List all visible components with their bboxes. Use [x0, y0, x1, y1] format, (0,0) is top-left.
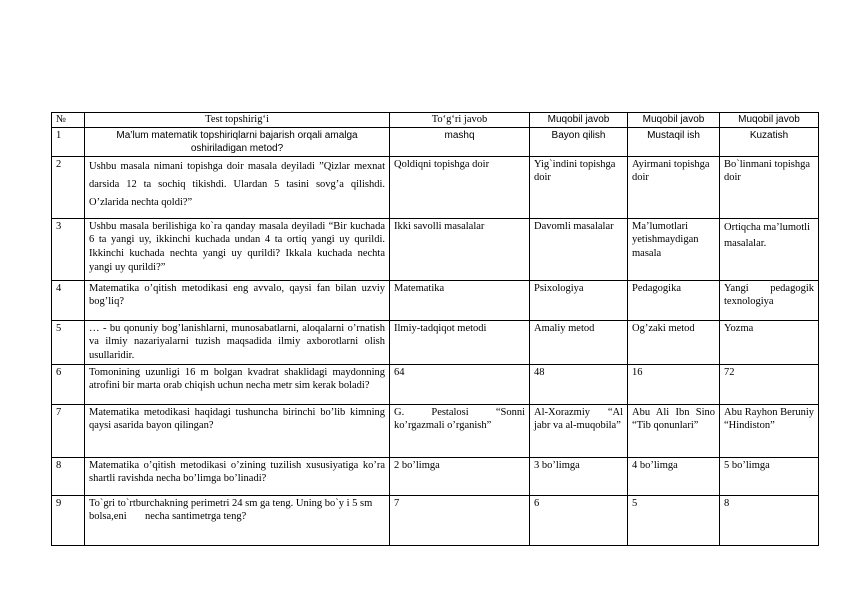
row-number: 2 [52, 156, 85, 218]
alternative-answer-cell: Bayon qilish [530, 127, 628, 156]
question-cell: Ushbu masala berilishiga ko`ra qanday masala deyiladi “Bir kuchada 6 ta yangi uy, ikkinchi kuchada undan 4 ta ortiq yangi uy qurildi. Ikkinchi kuchada nechta yangi uy qurildi? Ikkala kuchada nechta yangi uy qurildi?” [85, 218, 390, 280]
alternative-answer-cell: 8 [720, 495, 819, 545]
header-alternative-2: Muqobil javob [628, 113, 720, 128]
row-number: 1 [52, 127, 85, 156]
alternative-answer-cell: Yangi pedagogik texnologiya [720, 280, 819, 320]
table-row [52, 404, 819, 457]
row-number: 3 [52, 218, 85, 280]
correct-answer-cell: 2 bo’limga [390, 457, 530, 495]
row-number: 9 [52, 495, 85, 545]
alternative-answer-cell: Ayirmani topishga doir [628, 156, 720, 218]
alternative-answer-cell: 6 [530, 495, 628, 545]
question-cell: Matematika o’qitish metodikasi eng avvalo, qaysi fan bilan uzviy bog’liq? [85, 280, 390, 320]
alternative-answer-cell: Kuzatish [720, 127, 819, 156]
correct-answer-cell: G. Pestalosi “Sonni ko’rgazmali o’rganish” [390, 404, 530, 457]
table-row [52, 218, 819, 280]
question-cell: Tomonining uzunligi 16 m bolgan kvadrat shaklidagi maydonning atrofini bir marta orab chiqish uchun necha metr sim kerak boladi? [85, 364, 390, 404]
correct-answer-cell: Matematika [390, 280, 530, 320]
alternative-answer-cell: Yig`indini topishga doir [530, 156, 628, 218]
alternative-answer-cell: Psixologiya [530, 280, 628, 320]
correct-answer-cell: mashq [390, 127, 530, 156]
question-cell: Matematika metodikasi haqidagi tushuncha birinchi bo’lib kimning qaysi asarida bayon qilingan? [85, 404, 390, 457]
alternative-answer-cell: Yozma [720, 320, 819, 364]
question-cell: Matematika o’qitish metodikasi o’zining tuzilish xususiyatiga ko’ra shartli ravishda necha bo’limga bo’linadi? [85, 457, 390, 495]
alternative-answer-cell: Abu Ali Ibn Sino “Tib qonunlari” [628, 404, 720, 457]
alternative-answer-cell: Amaliy metod [530, 320, 628, 364]
header-number: № [52, 113, 85, 128]
table-row [52, 495, 819, 545]
header-correct-answer: To‘g‘ri javob [390, 113, 530, 128]
row-number: 5 [52, 320, 85, 364]
alternative-answer-cell: 72 [720, 364, 819, 404]
alternative-answer-cell: 5 bo’limga [720, 457, 819, 495]
row-number: 4 [52, 280, 85, 320]
alternative-answer-cell: Og’zaki metod [628, 320, 720, 364]
alternative-answer-cell: 5 [628, 495, 720, 545]
row-number: 6 [52, 364, 85, 404]
table-row [52, 280, 819, 320]
correct-answer-cell: Ikki savolli masalalar [390, 218, 530, 280]
table-row [52, 364, 819, 404]
alternative-answer-cell: Ma’lumotlari yetishmaydigan masala [628, 218, 720, 280]
question-cell: Ma’lum matematik topshiriqlarni bajarish orqali amalga oshiriladigan metod? [85, 127, 390, 156]
question-cell: … - bu qonuniy bog’lanishlarni, munosabatlarni, aloqalarni o’rnatish va ilmiy nazariyalarni tuzish maqsadida ilmiy axborotlarni olish usullaridir. [85, 320, 390, 364]
question-cell: To`gri to`rtburchakning perimetri 24 sm ga teng. Uning bo`y i 5 sm bolsa,eni necha santimetrga teng? [85, 495, 390, 545]
table-row [52, 320, 819, 364]
row-number: 7 [52, 404, 85, 457]
correct-answer-cell: 7 [390, 495, 530, 545]
alternative-answer-cell: 4 bo’limga [628, 457, 720, 495]
alternative-answer-cell: Pedagogika [628, 280, 720, 320]
question-cell: Ushbu masala nimani topishga doir masala deyiladi ”Qizlar mexnat darsida 12 ta sochiq tikishdi. Ulardan 5 tasini sovg’a qilishdi. O’zlarida nechta qoldi?” [85, 156, 390, 218]
correct-answer-cell: Qoldiqni topishga doir [390, 156, 530, 218]
alternative-answer-cell: 48 [530, 364, 628, 404]
correct-answer-cell: Ilmiy-tadqiqot metodi [390, 320, 530, 364]
alternative-answer-cell: Bo`linmani topishga doir [720, 156, 819, 218]
alternative-answer-cell: 3 bo’limga [530, 457, 628, 495]
alternative-answer-cell: Al-Xorazmiy “Al jabr va al-muqobila” [530, 404, 628, 457]
alternative-answer-cell: Ortiqcha ma’lumotli masalalar. [720, 218, 819, 280]
test-table [51, 112, 819, 546]
header-alternative-3: Muqobil javob [720, 113, 819, 128]
alternative-answer-cell: Abu Rayhon Beruniy “Hindiston” [720, 404, 819, 457]
table-row [52, 156, 819, 218]
alternative-answer-cell: 16 [628, 364, 720, 404]
alternative-answer-cell: Davomli masalalar [530, 218, 628, 280]
alternative-answer-cell: Mustaqil ish [628, 127, 720, 156]
header-alternative-1: Muqobil javob [530, 113, 628, 128]
header-question: Test topshirig‘i [85, 113, 390, 128]
correct-answer-cell: 64 [390, 364, 530, 404]
table-header-row [52, 113, 819, 128]
table-row [52, 127, 819, 156]
table-row [52, 457, 819, 495]
row-number: 8 [52, 457, 85, 495]
